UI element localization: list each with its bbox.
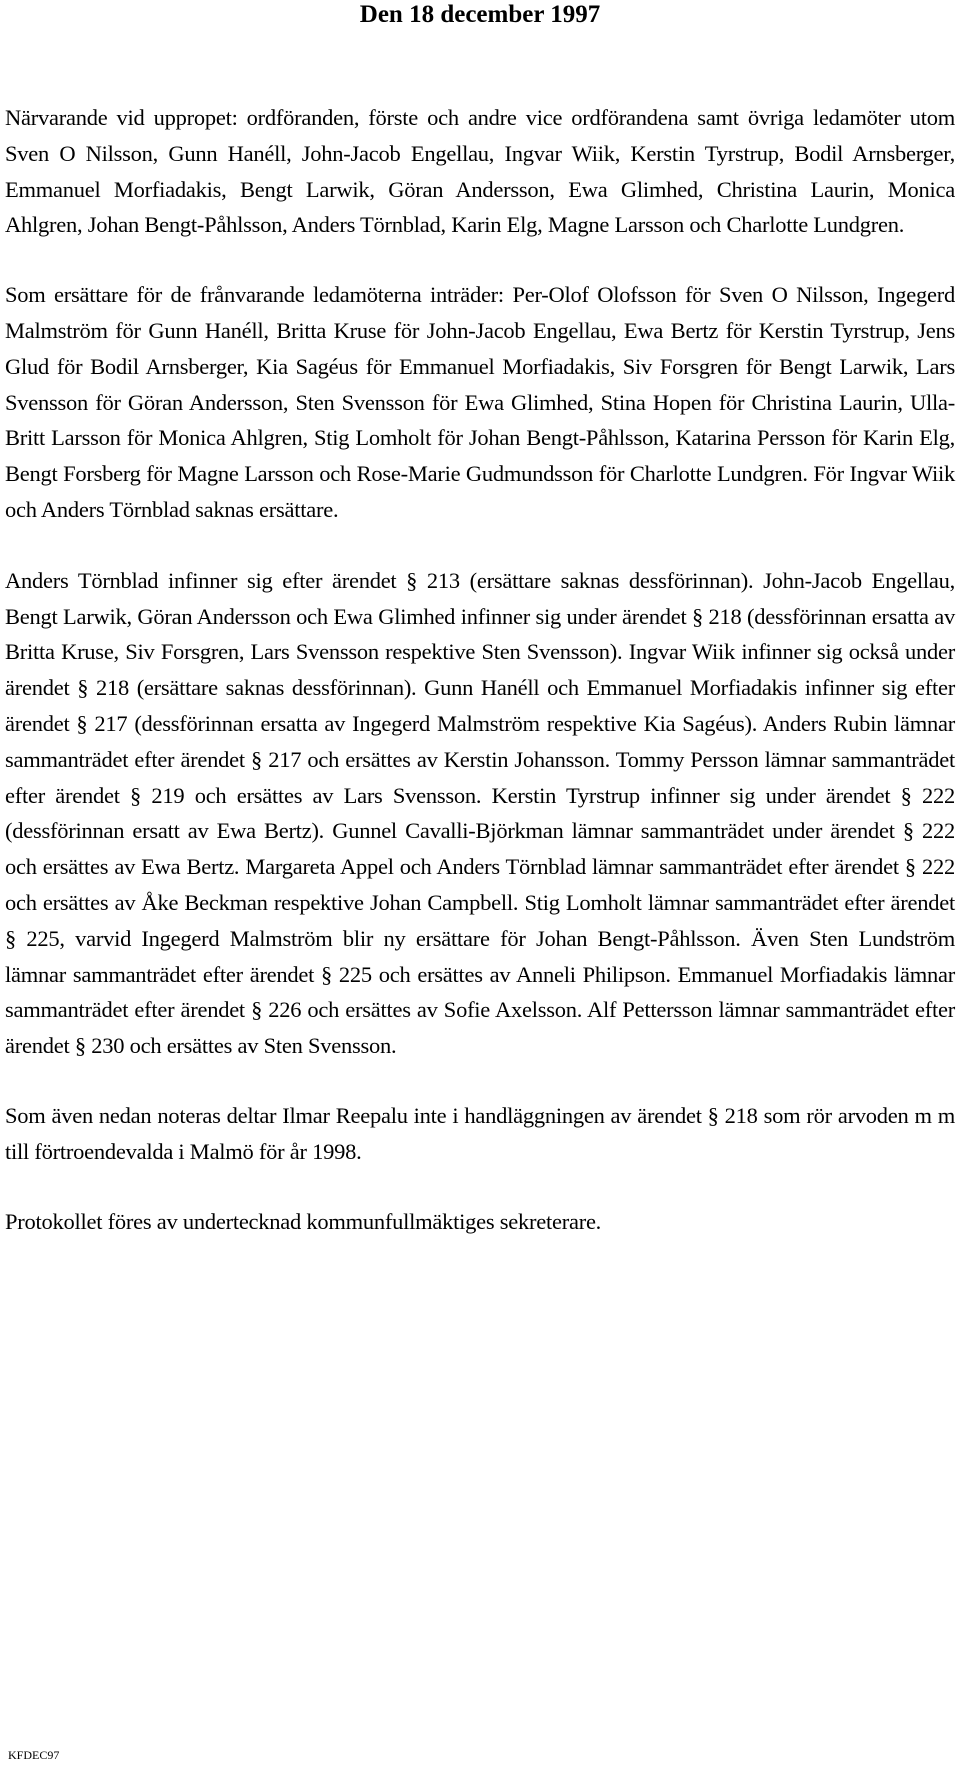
document-heading: Den 18 december 1997 — [359, 1, 601, 28]
document-body — [5, 100, 955, 1273]
paragraph-recusal-note: Som även nedan noteras deltar Ilmar Reepalu inte i handläggningen av ärendet § 218 som rör arvoden m m till förtroendevalda i Malmö för år 1998. — [5, 1102, 955, 1164]
paragraph-arrivals-departures: Anders Törnblad infinner sig efter ärendet § 213 (ersättare saknas dessförinnan). John-Jacob Engellau, Bengt Larwik, Göran Andersson och Ewa Glimhed infinner sig under ärendet § 218 (dessförinnan ersatta av Britta Kruse, Siv Forsgren, Lars Svensson respektive Sten Svensson). Ingvar Wiik infinner sig också under ärendet § 218 (ersättare saknas dessförinnan). Gunn Hanéll och Emmanuel Morfiadakis infinner sig efter ärendet § 217 (dessförinnan ersatta av Ingegerd Malmström respektive Kia Sagéus). Anders Rubin lämnar sammanträdet efter ärendet § 217 och ersättes av Kerstin Johansson. Tommy Persson lämnar sammanträdet efter ärendet § 219 och ersättes av Lars Svensson. Kerstin Tyrstrup infinner sig under ärendet § 222 (dessförinnan ersatt av Ewa Bertz). Gunnel Cavalli-Björkman lämnar sammanträdet under ärendet § 222 och ersättes av Ewa Bertz. Margareta Appel och Anders Törnblad lämnar sammanträdet efter ärendet § 222 och ersättes av Åke Beckman respektive Johan Campbell. Stig Lomholt lämnar sammanträdet efter ärendet § 225, varvid Ingegerd Malmström blir ny ersättare för Johan Bengt-Påhlsson. Även Sten Lundström lämnar sammanträdet efter ärendet § 225 och ersättes av Anneli Philipson. Emmanuel Morfiadakis lämnar sammanträdet efter ärendet § 226 och ersättes av Sofie Axelsson. Alf Pettersson lämnar sammanträdet efter ärendet § 230 och ersättes av Sten Svensson. — [5, 567, 955, 1059]
paragraph-attendance: Närvarande vid uppropet: ordföranden, förste och andre vice ordförandena samt övriga ledamöter utom Sven O Nilsson, Gunn Hanéll, John-Jacob Engellau, Ingvar Wiik, Kerstin Tyrstrup, Bodil Arnsberger, Emmanuel Morfiadakis, Bengt Larwik, Göran Andersson, Ewa Glimhed, Christina Laurin, Monica Ahlgren, Johan Bengt-Påhlsson, Anders Törnblad, Karin Elg, Magne Larsson och Charlotte Lundgren. — [5, 105, 955, 238]
footer-document-code: KFDEC97 — [8, 1748, 60, 1762]
paragraph-substitutes: Som ersättare för de frånvarande ledamöterna inträder: Per-Olof Olofsson för Sven O Nilsson, Ingegerd Malmström för Gunn Hanéll, Britta Kruse för John-Jacob Engellau, Ewa Bertz för Kerstin Tyrstrup, Jens Glud för Bodil Arnsberger, Kia Sagéus för Emmanuel Morfiadakis, Siv Forsgren för Bengt Larwik, Lars Svensson för Göran Andersson, Sten Svensson för Ewa Glimhed, Stina Hopen för Christina Laurin, Ulla-Britt Larsson för Monica Ahlgren, Stig Lomholt för Johan Bengt-Påhlsson, Katarina Persson för Karin Elg, Bengt Forsberg för Magne Larsson och Rose-Marie Gudmundsson för Charlotte Lundgren. För Ingvar Wiik och Anders Törnblad saknas ersättare. — [5, 282, 955, 522]
paragraph-secretary: Protokollet föres av undertecknad kommunfullmäktiges sekreterare. — [5, 1208, 602, 1234]
